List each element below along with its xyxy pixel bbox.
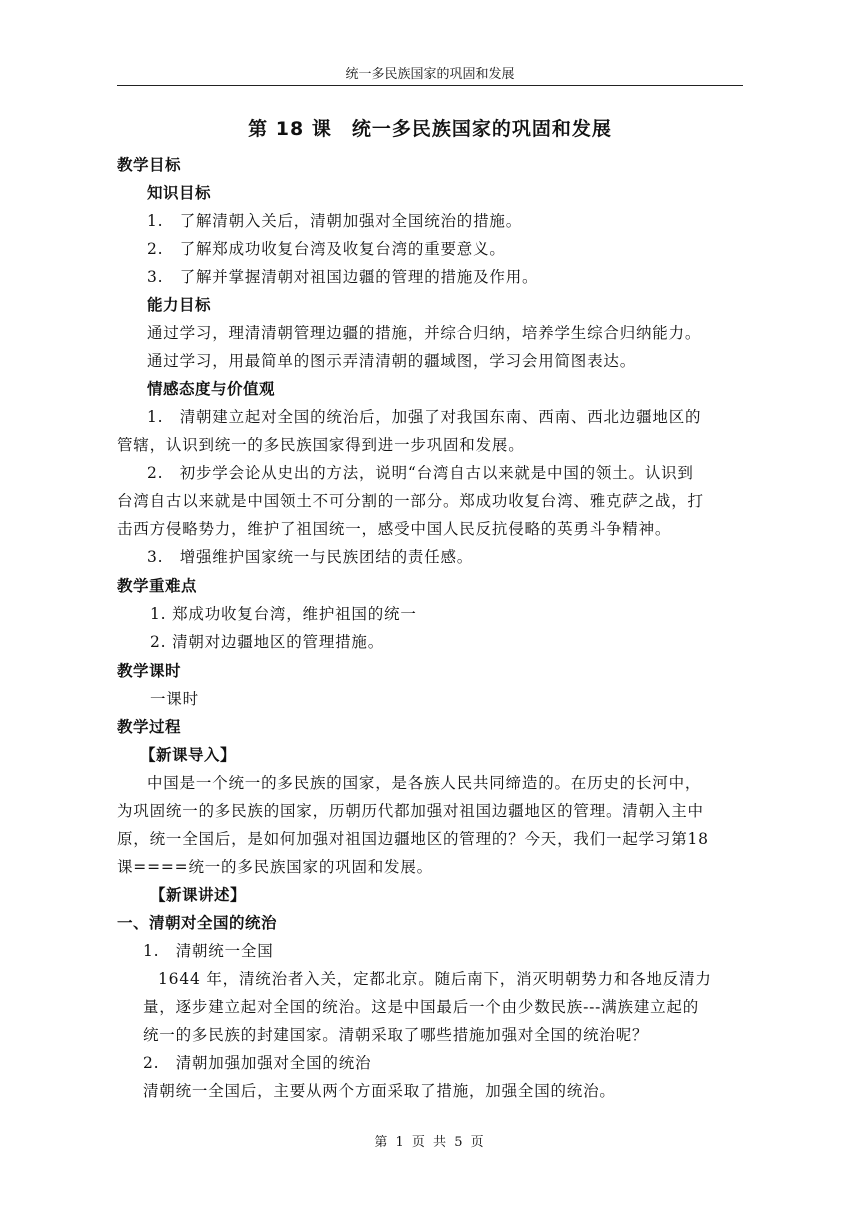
emotion-line: 1. 清朝建立起对全国的统治后，加强了对我国东南、西南、西北边疆地区的 xyxy=(147,408,702,426)
emotion-line: 3. 增强维护国家统一与民族团结的责任感。 xyxy=(147,548,474,566)
subheading-knowledge: 知识目标 xyxy=(147,184,212,202)
intro-line: 课====统一的多民族国家的巩固和发展。 xyxy=(117,858,433,876)
section-heading-process: 教学过程 xyxy=(117,718,182,736)
knowledge-item: 2. 了解郑成功收复台湾及收复台湾的重要意义。 xyxy=(147,240,506,258)
subheading-emotion: 情感态度与价值观 xyxy=(147,380,276,398)
section1-heading: 一、清朝对全国的统治 xyxy=(117,914,278,932)
emotion-line: 2. 初步学会论从史出的方法，说明“台湾自古以来就是中国的领土。认识到 xyxy=(147,464,694,482)
section-heading-key-points: 教学重难点 xyxy=(117,577,198,595)
emotion-line: 击西方侵略势力，维护了祖国统一，感受中国人民反抗侵略的英勇斗争精神。 xyxy=(117,520,672,538)
header-rule xyxy=(117,85,743,86)
subsection-line: 量，逐步建立起对全国的统治。这是中国最后一个由少数民族---满族建立起的 xyxy=(143,998,700,1016)
subsection-line: 统一的多民族的封建国家。清朝采取了哪些措施加强对全国的统治呢？ xyxy=(143,1026,649,1044)
ability-item: 通过学习，用最简单的图示弄清清朝的疆域图，学习会用简图表达。 xyxy=(147,352,637,370)
section-heading-hours: 教学课时 xyxy=(117,662,182,680)
lesson-title: 第 18 课 统一多民族国家的巩固和发展 xyxy=(248,118,612,140)
subsection-line: 1644 年，清统治者入关，定都北京。随后南下，消灭明朝势力和各地反清力 xyxy=(158,970,712,988)
lecture-heading: 【新课讲述】 xyxy=(150,886,247,904)
ability-item: 通过学习，理清清朝管理边疆的措施，并综合归纳，培养学生综合归纳能力。 xyxy=(147,324,702,342)
knowledge-item: 3. 了解并掌握清朝对祖国边疆的管理的措施及作用。 xyxy=(147,268,539,286)
key-point-item: 2. 清朝对边疆地区的管理措施。 xyxy=(150,633,385,651)
key-point-item: 1. 郑成功收复台湾，维护祖国的统一 xyxy=(150,605,417,623)
hours-value: 一课时 xyxy=(150,690,199,708)
page-footer: 第 1 页 共 5 页 xyxy=(374,1135,486,1150)
subheading-ability: 能力目标 xyxy=(147,296,212,314)
intro-line: 为巩固统一的多民族的国家，历朝历代都加强对祖国边疆地区的管理。清朝入主中 xyxy=(117,802,704,820)
intro-line: 中国是一个统一的多民族的国家，是各族人民共同缔造的。在历史的长河中， xyxy=(147,774,702,792)
knowledge-item: 1. 了解清朝入关后，清朝加强对全国统治的措施。 xyxy=(147,212,522,230)
running-header: 统一多民族国家的巩固和发展 xyxy=(345,67,515,82)
emotion-line: 管辖，认识到统一的多民族国家得到进一步巩固和发展。 xyxy=(117,436,525,454)
emotion-line: 台湾自古以来就是中国领土不可分割的一部分。郑成功收复台湾、雅克萨之战，打 xyxy=(117,492,704,510)
subsection-line: 清朝统一全国后，主要从两个方面采取了措施，加强全国的统治。 xyxy=(143,1082,616,1100)
subsection-heading: 1. 清朝统一全国 xyxy=(143,942,274,960)
intro-line: 原，统一全国后，是如何加强对祖国边疆地区的管理的？今天，我们一起学习第18 xyxy=(117,830,709,848)
intro-heading: 【新课导入】 xyxy=(140,746,237,764)
subsection-heading: 2. 清朝加强加强对全国的统治 xyxy=(143,1054,372,1072)
section-heading-goals: 教学目标 xyxy=(117,156,182,174)
